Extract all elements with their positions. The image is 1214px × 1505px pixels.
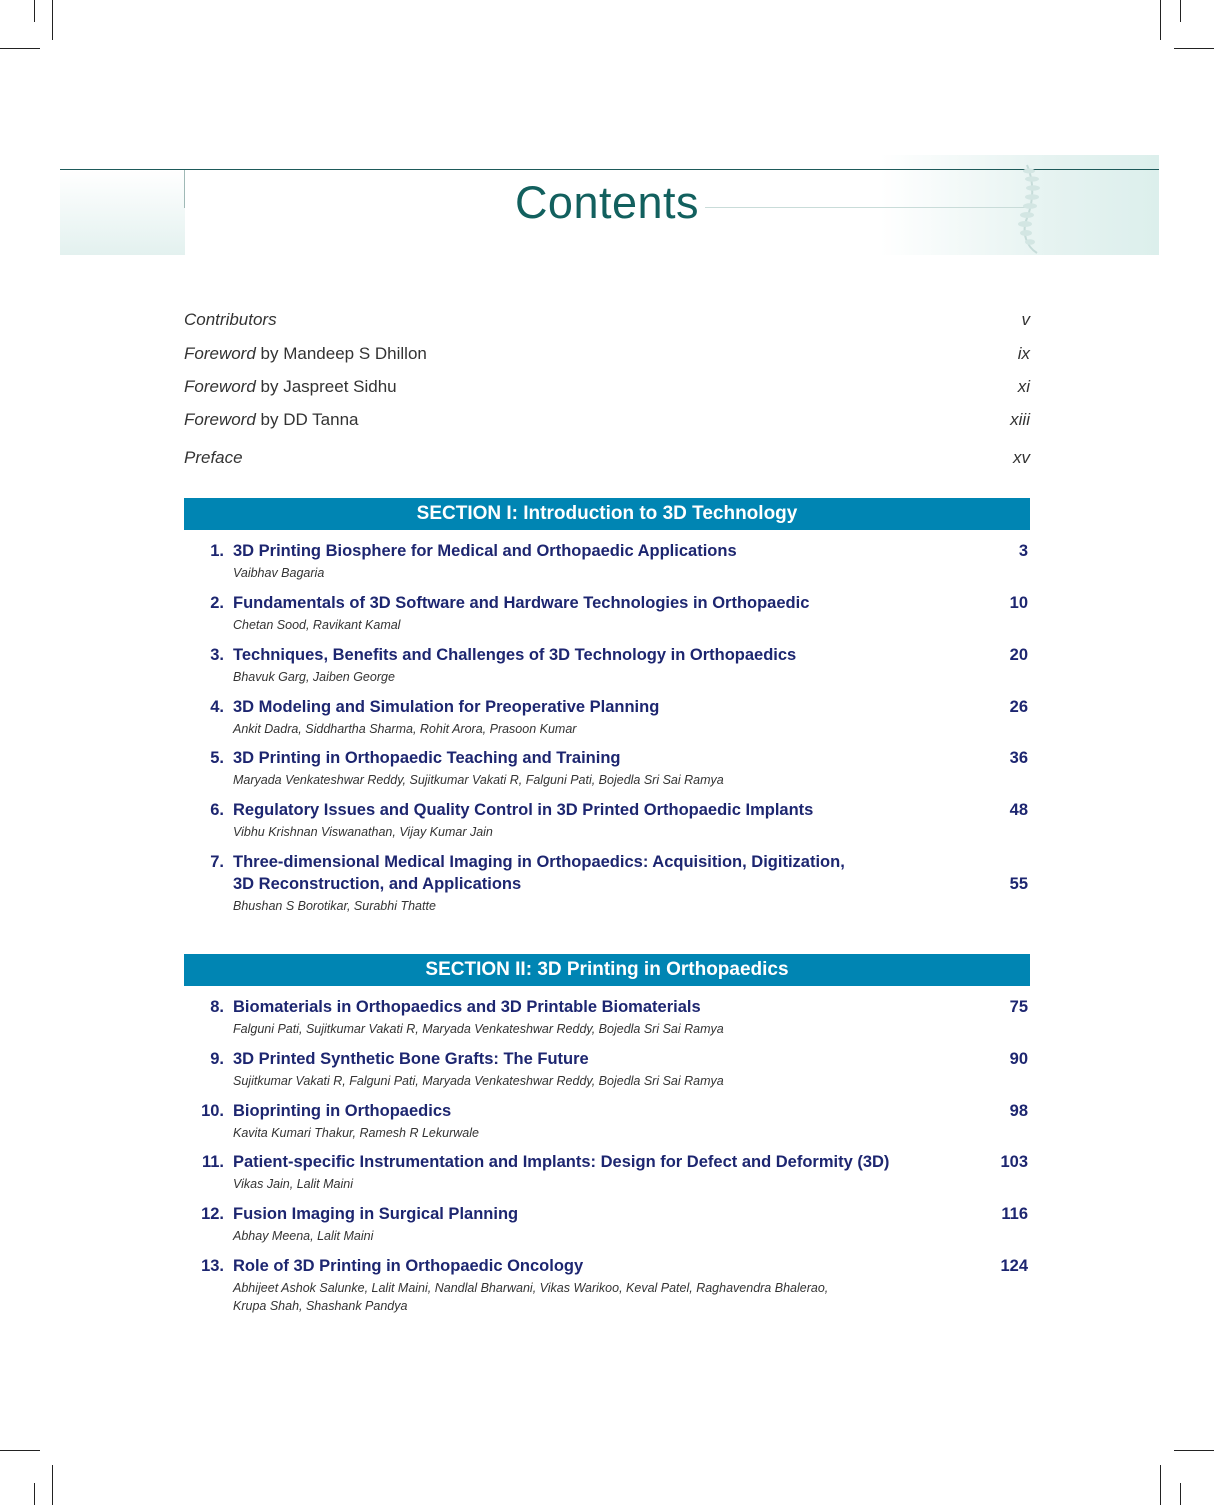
crop-mark — [1160, 0, 1161, 40]
toc-entry[interactable] — [184, 594, 1030, 634]
chapter-authors: Falguni Pati, Sujitkumar Vakati R, Maryada Venkateshwar Reddy, Bojedla Sri Sai Ramya — [233, 1022, 724, 1036]
toc-entry[interactable] — [184, 853, 1030, 915]
front-matter-page: xi — [1017, 377, 1030, 396]
crop-mark — [1174, 1450, 1214, 1451]
toc-entry[interactable] — [184, 1050, 1030, 1090]
chapter-authors: Maryada Venkateshwar Reddy, Sujitkumar Vakati R, Falguni Pati, Bojedla Sri Sai Ramya — [233, 773, 724, 787]
chapter-title: Fusion Imaging in Surgical Planning — [233, 1205, 519, 1223]
front-matter-author: by Mandeep S Dhillon — [255, 344, 427, 363]
chapter-number: 7. — [210, 853, 224, 871]
front-matter-label: Preface — [184, 448, 243, 467]
chapter-authors: Bhushan S Borotikar, Surabhi Thatte — [233, 899, 436, 913]
chapter-number: 9. — [210, 1050, 224, 1068]
chapter-authors: Bhavuk Garg, Jaiben George — [233, 670, 395, 684]
chapter-page: 48 — [1009, 801, 1028, 819]
chapter-page: 124 — [1000, 1257, 1028, 1275]
front-matter-item — [184, 342, 1030, 366]
chapter-number: 3. — [210, 646, 224, 664]
chapter-number: 11. — [201, 1153, 224, 1171]
chapter-authors: Abhay Meena, Lalit Maini — [233, 1229, 374, 1243]
chapter-authors: Vikas Jain, Lalit Maini — [233, 1177, 353, 1191]
chapter-title: 3D Printing Biosphere for Medical and Orthopaedic Applications — [233, 542, 737, 560]
crop-mark — [1180, 1483, 1181, 1505]
toc-entry[interactable] — [184, 698, 1030, 738]
chapter-title: Techniques, Benefits and Challenges of 3D Technology in Orthopaedics — [233, 646, 797, 664]
front-matter-page: xv — [1013, 448, 1030, 467]
front-matter-page: xiii — [1010, 410, 1030, 429]
chapter-title: Patient-specific Instrumentation and Implants: Design for Defect and Deformity (3D) — [233, 1153, 890, 1171]
front-matter-label: Contributors — [184, 310, 277, 329]
front-matter-page: ix — [1017, 344, 1030, 363]
front-matter-item — [184, 375, 1030, 399]
front-matter-item — [184, 408, 1030, 432]
chapter-authors: Vibhu Krishnan Viswanathan, Vijay Kumar Jain — [233, 825, 493, 839]
chapter-title: Fundamentals of 3D Software and Hardware Technologies in Orthopaedic — [233, 594, 810, 612]
crop-mark — [0, 48, 40, 49]
chapter-authors: Vaibhav Bagaria — [233, 566, 325, 580]
front-matter-label: Foreword — [184, 377, 256, 396]
toc-entry[interactable] — [184, 1257, 1030, 1315]
chapter-title: Biomaterials in Orthopaedics and 3D Printable Biomaterials — [233, 998, 701, 1016]
chapter-title: 3D Modeling and Simulation for Preoperative Planning — [233, 698, 660, 716]
chapter-title: Role of 3D Printing in Orthopaedic Oncology — [233, 1257, 584, 1275]
crop-mark — [1160, 1465, 1161, 1505]
chapter-number: 10. — [201, 1102, 224, 1120]
crop-mark — [1174, 48, 1214, 49]
toc-entry[interactable] — [184, 749, 1030, 789]
toc-entry[interactable] — [184, 1205, 1030, 1245]
chapter-page: 20 — [1009, 646, 1028, 664]
page-title: Contents — [514, 177, 700, 228]
chapter-number: 13. — [201, 1257, 224, 1275]
chapter-number: 2. — [210, 594, 224, 612]
chapter-authors: Sujitkumar Vakati R, Falguni Pati, Maryada Venkateshwar Reddy, Bojedla Sri Sai Ramya — [233, 1074, 724, 1088]
toc-entry[interactable] — [184, 801, 1030, 841]
chapter-page: 98 — [1009, 1102, 1028, 1120]
crop-mark — [52, 1465, 53, 1505]
front-matter-author: by Jaspreet Sidhu — [255, 377, 397, 396]
chapter-page: 10 — [1009, 594, 1028, 612]
chapter-page: 26 — [1009, 698, 1028, 716]
chapter-page: 36 — [1009, 749, 1028, 767]
toc-entry[interactable] — [184, 542, 1030, 582]
chapter-page: 103 — [1000, 1153, 1028, 1171]
chapter-authors: Abhijeet Ashok Salunke, Lalit Maini, Nandlal Bharwani, Vikas Warikoo, Keval Patel, Raghavendra Bhalerao, — [233, 1281, 829, 1295]
chapter-page: 90 — [1009, 1050, 1028, 1068]
crop-mark — [34, 1483, 35, 1505]
toc-entry[interactable] — [184, 646, 1030, 686]
front-matter-item — [184, 446, 1030, 470]
front-matter-item — [184, 308, 1030, 332]
chapter-page: 75 — [1009, 998, 1028, 1016]
chapter-number: 1. — [210, 542, 224, 560]
chapter-authors-continued: Krupa Shah, Shashank Pandya — [233, 1299, 408, 1313]
front-matter-author: by DD Tanna — [255, 410, 359, 429]
front-matter-page: v — [1021, 310, 1030, 329]
chapter-title-continued: 3D Reconstruction, and Applications — [233, 875, 522, 893]
toc-entry[interactable] — [184, 998, 1030, 1038]
chapter-title: 3D Printed Synthetic Bone Grafts: The Future — [233, 1050, 589, 1068]
chapter-title: Regulatory Issues and Quality Control in 3D Printed Orthopaedic Implants — [233, 801, 814, 819]
chapter-number: 5. — [210, 749, 224, 767]
chapter-page: 55 — [1009, 875, 1028, 893]
chapter-authors: Chetan Sood, Ravikant Kamal — [233, 618, 401, 632]
front-matter-label: Foreword — [184, 344, 256, 363]
toc-entry[interactable] — [184, 1102, 1030, 1142]
section-heading: SECTION I: Introduction to 3D Technology — [184, 498, 1030, 530]
chapter-title: Bioprinting in Orthopaedics — [233, 1102, 452, 1120]
chapter-page: 116 — [1001, 1205, 1028, 1223]
header-rule — [60, 169, 1159, 170]
chapter-number: 8. — [210, 998, 224, 1016]
crop-mark — [34, 0, 35, 22]
chapter-number: 6. — [210, 801, 224, 819]
toc-entry[interactable] — [184, 1153, 1030, 1193]
crop-mark — [1180, 0, 1181, 22]
chapter-number: 4. — [210, 698, 224, 716]
crop-mark — [52, 0, 53, 40]
front-matter-label: Foreword — [184, 410, 256, 429]
chapter-title: Three-dimensional Medical Imaging in Orthopaedics: Acquisition, Digitization, — [233, 853, 845, 871]
chapter-number: 12. — [201, 1205, 224, 1223]
chapter-page: 3 — [1018, 542, 1028, 560]
chapter-authors: Ankit Dadra, Siddhartha Sharma, Rohit Arora, Prasoon Kumar — [233, 722, 577, 736]
section-heading: SECTION II: 3D Printing in Orthopaedics — [184, 954, 1030, 986]
chapter-title: 3D Printing in Orthopaedic Teaching and Training — [233, 749, 621, 767]
crop-mark — [0, 1450, 40, 1451]
chapter-authors: Kavita Kumari Thakur, Ramesh R Lekurwale — [233, 1126, 479, 1140]
